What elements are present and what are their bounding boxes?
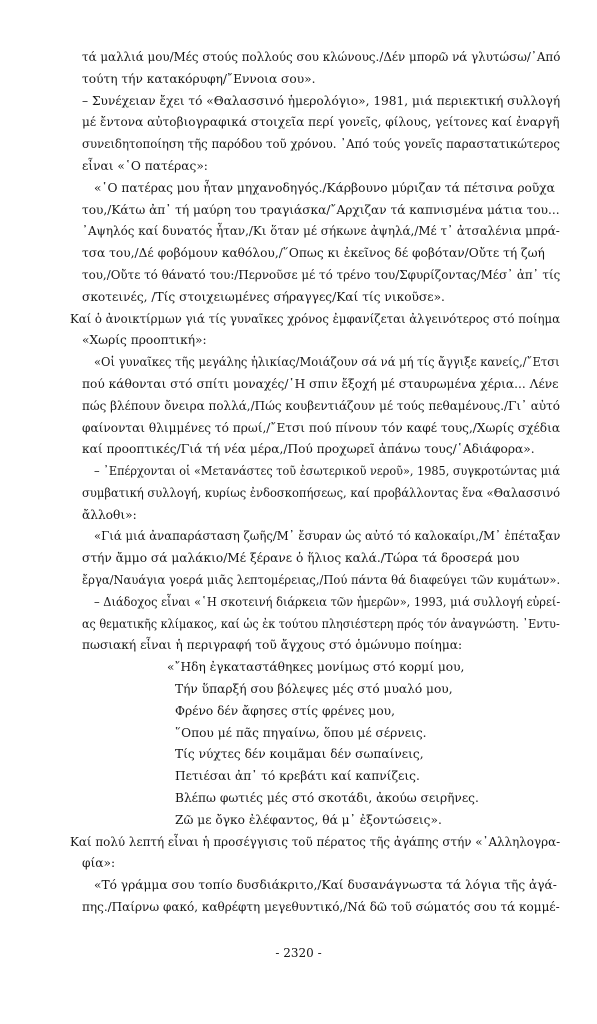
text-line-9-a: ᾿Αψηλός καί δυνατός ἦταν,/Κι ὅταν μέ σήκωνε ἀψηλά,/Μέ τ᾿ ἀτσαλένια μπρά- (82, 224, 560, 238)
poem-line-3: Φρένο δέν ἄφησες στίς φρένες μου, (175, 704, 395, 718)
page-number: - 2320 - (275, 946, 322, 960)
poem-line-5: Τίς νύχτες δέν κοιμᾶμαι δέν σωπαίνεις, (175, 747, 424, 761)
tail-line-2: φία»: (82, 856, 116, 870)
tail-line-4: πης./Παίρνω φακό, καθρέφτη μεγεθυντικό,/Νά δῶ τοῦ σώματός σου τά κομμέ- (82, 900, 560, 914)
poem-line-8: Ζῶ με ὄγκο ἐλέφαντος, θά μ᾿ ἐξοντώσεις». (175, 813, 442, 827)
text-line-13: Καί ὁ ἀνοικτίρμων γιά τίς γυναῖκες χρόνος ἐμφανίζεται ἀλγεινότερος στό ποίημα (70, 312, 561, 326)
text-line-1: τά μαλλιά μου/Μές στούς πολλούς σου κλώνους./Δέν μπορῶ νά γλυτώσω/᾿Από (82, 50, 561, 64)
text-line-26: – Διάδοχος εἶναι «῾Η σκοτεινή διάρκεια τῶν ἡμερῶν», 1993, μιά συλλογή εὐρεί- (94, 595, 561, 609)
text-line-8: του,/Κάτω ἀπ᾿ τή μαύρη του τραγιάσκα/῎Αρχιζαν τά καπνισμένα μάτια του... (82, 203, 560, 217)
text-line-2: τούτη τήν κατακόρυφη/῎Εννοια σου». (82, 72, 316, 86)
text-line-4: μέ ἔντονα αὐτοβιογραφικά στοιχεῖα περί γονεῖς, φίλους, γείτονες καί ἐναργῆ (82, 115, 560, 129)
text-line-12: σκοτεινές, /Τίς στοιχειωμένες σήραγγες/Καί τίς νικοῦσε». (82, 290, 445, 304)
text-line-25: ἔργα/Ναυάγια γοερά μιᾶς λεπτομέρειας,/Πού πάντα θά διαφεύγει τῶν κυμάτων». (82, 573, 561, 587)
poem-line-2: Τήν ὕπαρξή σου βόλεψες μές στό μυαλό μου, (175, 682, 453, 696)
poem-line-4: ῞Οπου μέ πᾶς πηγαίνω, ὅπου μέ σέρνεις. (175, 726, 427, 740)
text-line-20: – ᾿Επέρχονται οἱ «Μετανάστες τοῦ ἐσωτερικοῦ νεροῦ», 1985, συγκροτώντας μιά (94, 464, 560, 478)
text-line-9 (82, 224, 560, 239)
text-line-17: πώς βλέπουν ὄνειρα πολλά,/Πώς κουβεντιάζουν μέ τούς πεθαμένους./Γι᾿ αὐτό (82, 399, 560, 413)
text-line-23: «Γιά μιά ἀναπαράσταση ζωῆς/Μ᾿ ἔσυραν ὡς αὐτό τό καλοκαίρι,/Μ᾿ ἐπέταξαν (94, 529, 561, 543)
text-line-11: του,/Οὔτε τό θάνατό του:/Περνοῦσε μέ τό τρένο του/Σφυρίζοντας/Μέσ᾿ ἀπ᾿ τίς (82, 268, 561, 282)
text-line-14: «Χωρίς προοπτική»: (82, 333, 207, 347)
text-line-18: φαίνονται θλιμμένες τό πρωί,/῎Ετσι πού πίνουν τόν καφέ τους,/Χωρίς σχέδια (82, 421, 561, 435)
text-line-10-a: τσα του,/Δέ φοβόμουν καθόλου,/῞Οπως κι ἐκεῖνος δέ φοβόταν/Οὔτε τή ζωή (82, 246, 545, 260)
text-line-6: εἶναι «῾Ο πατέρας»: (82, 159, 208, 173)
text-line-19: καί προοπτικές/Γιά τή νέα μέρα,/Πού προχωρεῖ ἀπάνω τους/῾Αδιάφορα». (82, 442, 535, 456)
text-line-24: στήν ἄμμο σά μαλάκιο/Μέ ξέρανε ὁ ἥλιος καλά./Τώρα τά δροσερά μου (82, 551, 520, 565)
text-line-15: «Οἱ γυναῖκες τῆς μεγάλης ἡλικίας/Μοιάζουν σά νά μή τίς ἄγγιξε κανείς,/῎Ετσι (94, 355, 560, 369)
tail-line-3: «Τό γράμμα σου τοπίο δυσδιάκριτο,/Καί δυσανάγνωστα τά λόγια τῆς ἀγά- (94, 878, 557, 892)
poem-line-7: Βλέπω φωτιές μές στό σκοτάδι, ἀκούω σειρῆνες. (175, 791, 479, 805)
text-line-22: ἄλλοθι»: (82, 508, 137, 522)
poem-line-6: Πετιέσαι ἀπ᾿ τό κρεβάτι καί καπνίζεις. (175, 769, 420, 783)
text-line-21: συμβατική συλλογή, κυρίως ἐνδοσκοπήσεως, καί προβάλλοντας ἕνα «Θαλασσινό (82, 486, 561, 500)
text-line-16: πού κάθονται στό σπίτι μοναχές/῾Η σπιν ἔξοχή μέ σταυρωμένα χέρια... Λένε (82, 377, 559, 391)
poem-line-1: «῎Ηδη ἐγκαταστάθηκες μονίμως στό κορμί μου, (167, 660, 465, 674)
text-line-7: «῾Ο πατέρας μου ἦταν μηχανοδηγός./Κάρβουνο μύριζαν τά πέτσινα ροῦχα (94, 181, 555, 195)
text-line-5: συνειδητοποίηση τῆς παρόδου τοῦ χρόνου. ᾿Από τούς γονεῖς παραστατικώτερος (82, 137, 561, 151)
text-line-27: ας θεματικῆς κλίμακος, καί ὡς ἐκ τούτου πλησιέστερη πρός τόν ἀναγνώστη. ᾿Εντυ- (82, 617, 560, 631)
tail-line-1: Καί πολύ λεπτή εἶναι ἡ προσέγγισις τοῦ πέρατος τῆς ἀγάπης στήν «᾿Αλληλογρα- (70, 835, 561, 849)
text-line-3: – Συνέχειαν ἔχει τό «Θαλασσινό ἡμερολόγιο», 1981, μιά περιεκτική συλλογή (82, 94, 561, 108)
text-line-28: πωσιακή εἶναι ἡ περιγραφή τοῦ ἄγχους στό ὁμώνυμο ποίημα: (82, 638, 463, 652)
text-line-10 (82, 246, 545, 261)
